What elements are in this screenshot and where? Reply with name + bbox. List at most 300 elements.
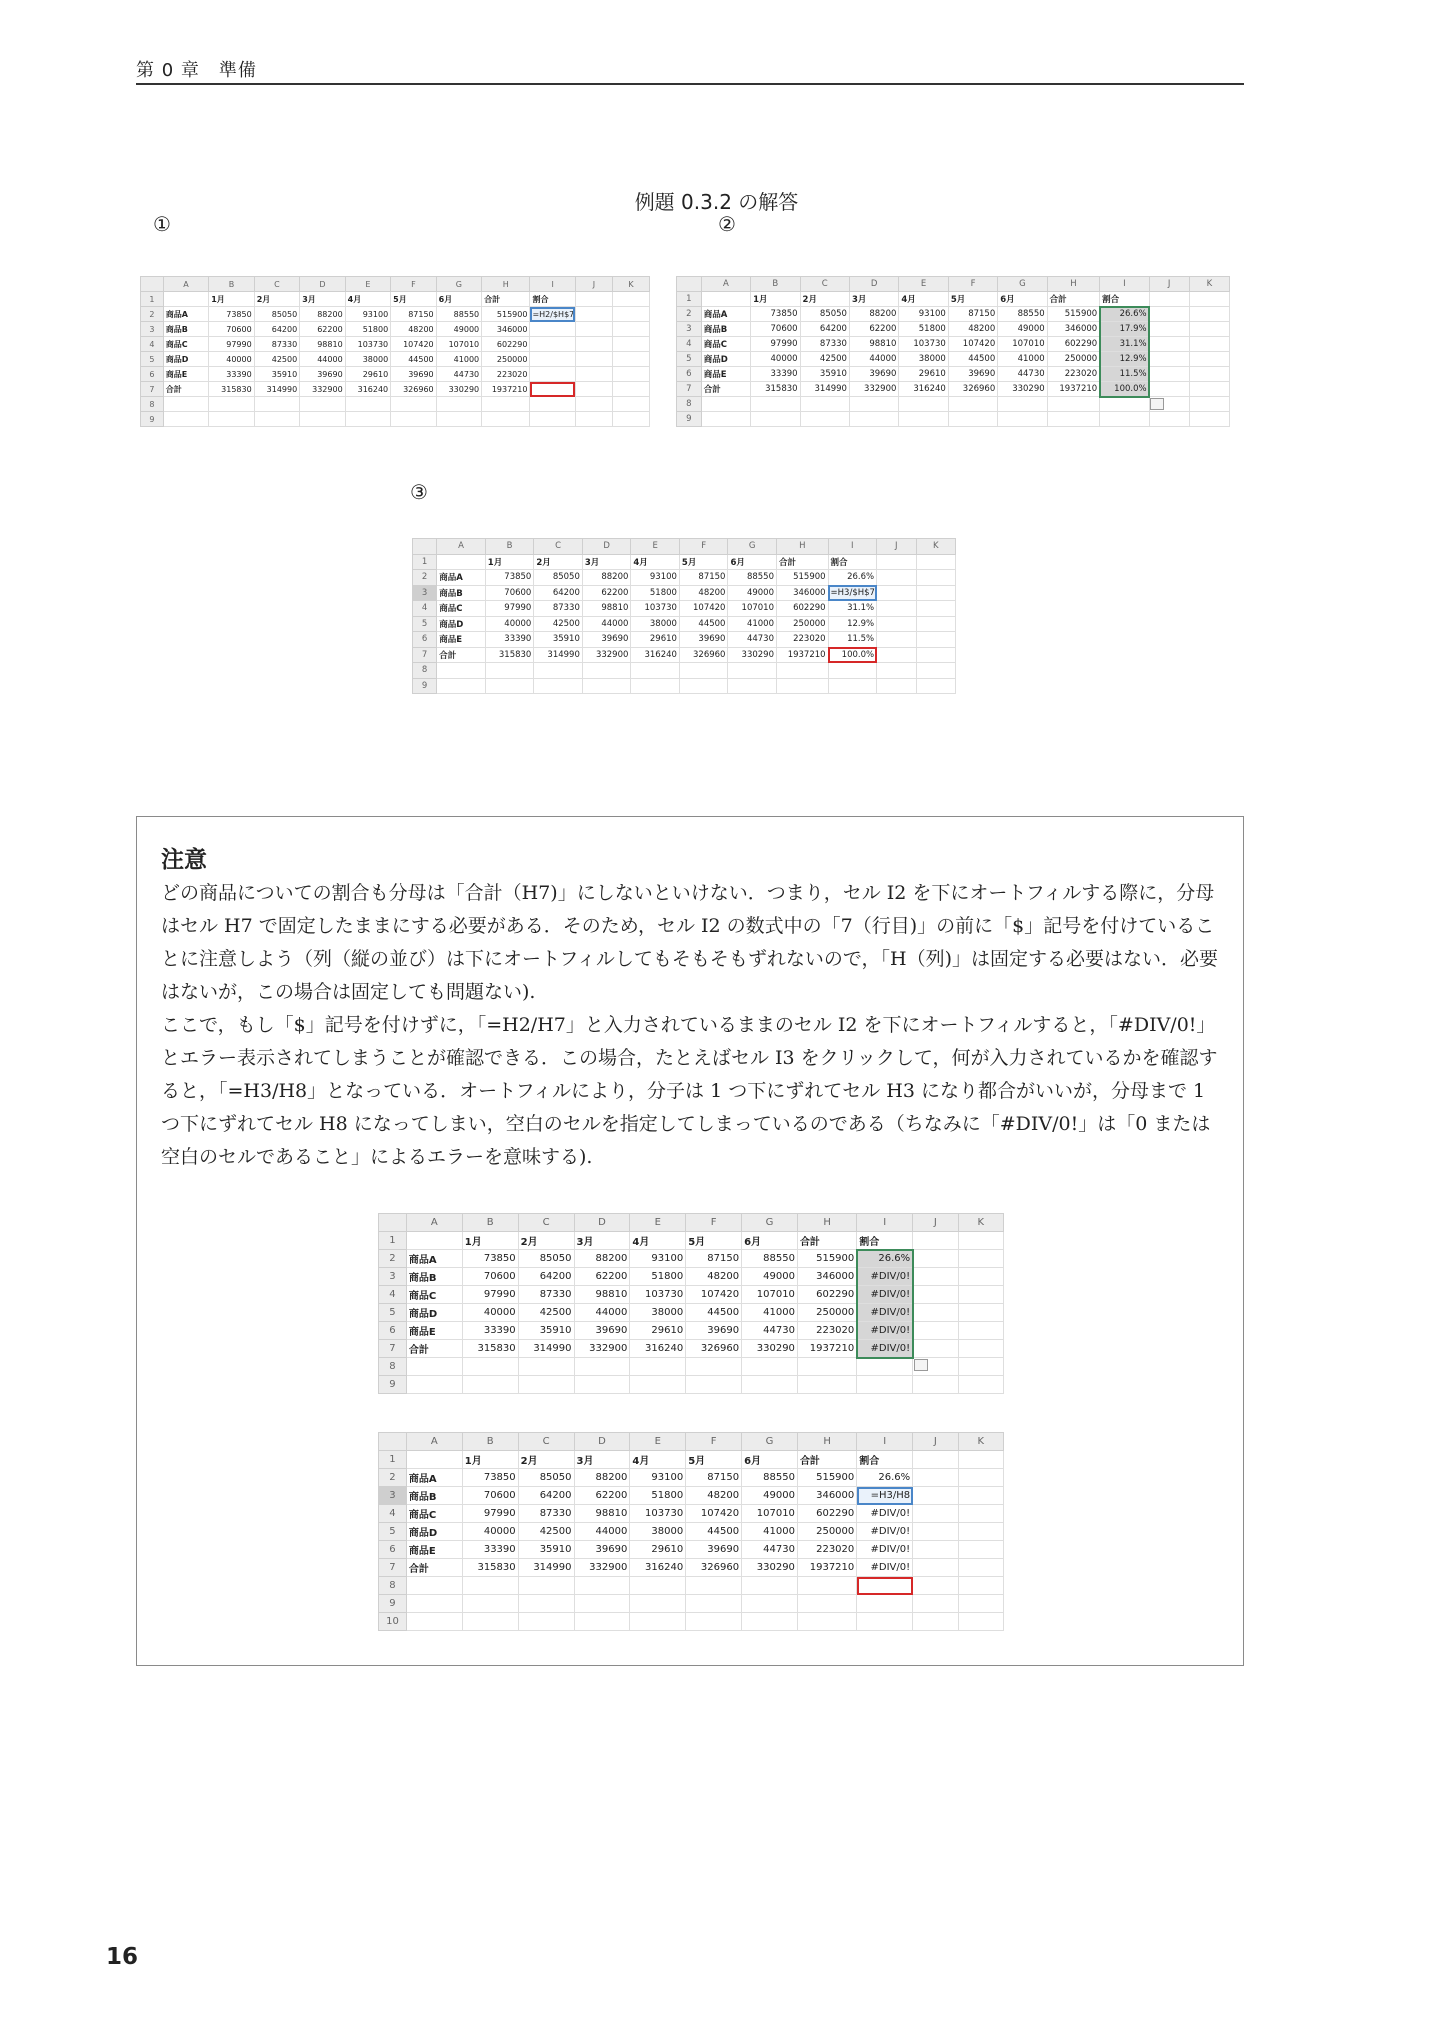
sheet-cell[interactable]: 12.9%	[1100, 352, 1149, 367]
sheet-cell[interactable]: 合計	[776, 554, 828, 570]
sheet-cell[interactable]	[958, 1304, 1003, 1322]
sheet-cell[interactable]	[913, 1613, 958, 1631]
column-header[interactable]: J	[913, 1433, 958, 1451]
sheet-cell[interactable]	[391, 412, 436, 427]
sheet-cell[interactable]	[530, 367, 575, 382]
sheet-cell[interactable]	[163, 412, 208, 427]
sheet-cell[interactable]: 100.0%	[828, 647, 877, 663]
sheet-cell[interactable]: 42500	[800, 352, 849, 367]
sheet-cell[interactable]: 合計	[437, 647, 486, 663]
sheet-cell[interactable]: 1937210	[1047, 382, 1100, 397]
sheet-cell[interactable]: 1月	[462, 1451, 518, 1469]
row-header[interactable]: 8	[379, 1577, 407, 1595]
sheet-cell[interactable]: 合計	[482, 292, 530, 307]
sheet-cell[interactable]	[631, 663, 680, 679]
column-header[interactable]: D	[300, 277, 345, 292]
sheet-cell[interactable]	[913, 1559, 958, 1577]
sheet-cell[interactable]: 39690	[391, 367, 436, 382]
row-header[interactable]: 5	[677, 352, 702, 367]
sheet-cell[interactable]: 51800	[345, 322, 390, 337]
sheet-cell[interactable]: 346000	[797, 1268, 856, 1286]
sheet-cell[interactable]	[582, 678, 631, 694]
sheet-cell[interactable]: 314990	[534, 647, 583, 663]
sheet-cell[interactable]	[913, 1340, 958, 1358]
sheet-cell[interactable]: 315830	[751, 382, 800, 397]
column-header[interactable]: J	[877, 539, 916, 555]
sheet-cell[interactable]: 4月	[630, 1232, 686, 1250]
sheet-cell[interactable]: 49000	[998, 322, 1047, 337]
sheet-cell[interactable]	[742, 1577, 798, 1595]
row-header[interactable]: 3	[677, 322, 702, 337]
sheet-cell[interactable]: 87330	[534, 601, 583, 617]
sheet-cell[interactable]: 29610	[345, 367, 390, 382]
sheet-cell[interactable]: 38000	[630, 1523, 686, 1541]
row-header[interactable]: 5	[379, 1523, 407, 1541]
sheet-cell[interactable]: 93100	[631, 570, 680, 586]
column-header[interactable]: E	[345, 277, 390, 292]
column-header[interactable]: I	[857, 1214, 913, 1232]
row-header[interactable]: 9	[677, 412, 702, 427]
sheet-cell[interactable]: 31.1%	[828, 601, 877, 617]
sheet-cell[interactable]	[575, 367, 612, 382]
sheet-cell[interactable]: =H3/H8	[857, 1487, 913, 1505]
sheet-cell[interactable]	[530, 397, 575, 412]
column-header[interactable]: A	[701, 277, 750, 292]
sheet-cell[interactable]: 103730	[630, 1505, 686, 1523]
row-header[interactable]: 6	[379, 1541, 407, 1559]
row-header[interactable]: 6	[677, 367, 702, 382]
sheet-cell[interactable]	[574, 1577, 630, 1595]
sheet-cell[interactable]	[899, 397, 948, 412]
sheet-cell[interactable]: 326960	[686, 1340, 742, 1358]
column-header[interactable]: F	[686, 1433, 742, 1451]
sheet-cell[interactable]	[575, 322, 612, 337]
sheet-cell[interactable]: #DIV/0!	[857, 1523, 913, 1541]
sheet-cell[interactable]: 332900	[300, 382, 345, 397]
sheet-cell[interactable]	[958, 1523, 1003, 1541]
column-header[interactable]: C	[518, 1433, 574, 1451]
sheet-cell[interactable]: 250000	[776, 616, 828, 632]
row-header[interactable]: 8	[379, 1358, 407, 1376]
sheet-cell[interactable]: 49000	[742, 1268, 798, 1286]
sheet-cell[interactable]: 88200	[582, 570, 631, 586]
sheet-cell[interactable]	[518, 1376, 574, 1394]
sheet-cell[interactable]	[437, 554, 486, 570]
sheet-cell[interactable]	[686, 1376, 742, 1394]
column-header[interactable]: B	[751, 277, 800, 292]
sheet-cell[interactable]: 332900	[849, 382, 898, 397]
select-all-corner[interactable]	[413, 539, 437, 555]
sheet-cell[interactable]	[436, 397, 481, 412]
sheet-cell[interactable]: #DIV/0!	[857, 1268, 913, 1286]
sheet-cell[interactable]	[612, 292, 649, 307]
sheet-cell[interactable]: 103730	[345, 337, 390, 352]
row-header[interactable]: 9	[379, 1595, 407, 1613]
row-header[interactable]: 8	[413, 663, 437, 679]
sheet-cell[interactable]	[254, 412, 299, 427]
sheet-cell[interactable]	[913, 1505, 958, 1523]
sheet-cell[interactable]	[849, 412, 898, 427]
row-header[interactable]: 6	[141, 367, 164, 382]
sheet-cell[interactable]: 73850	[485, 570, 534, 586]
column-header[interactable]: C	[800, 277, 849, 292]
column-header[interactable]: F	[948, 277, 997, 292]
sheet-cell[interactable]: 85050	[518, 1469, 574, 1487]
sheet-cell[interactable]	[998, 397, 1047, 412]
sheet-cell[interactable]: 87150	[686, 1250, 742, 1268]
sheet-cell[interactable]: 346000	[776, 585, 828, 601]
sheet-cell[interactable]	[828, 663, 877, 679]
row-header[interactable]: 5	[413, 616, 437, 632]
sheet-cell[interactable]: 商品B	[163, 322, 208, 337]
sheet-cell[interactable]: 48200	[948, 322, 997, 337]
sheet-cell[interactable]: 商品A	[406, 1469, 462, 1487]
sheet-cell[interactable]: 商品A	[163, 307, 208, 322]
sheet-cell[interactable]: 98810	[574, 1505, 630, 1523]
sheet-cell[interactable]: 商品D	[437, 616, 486, 632]
sheet-cell[interactable]: 41000	[742, 1523, 798, 1541]
sheet-cell[interactable]: 35910	[518, 1541, 574, 1559]
sheet-cell[interactable]: 64200	[254, 322, 299, 337]
sheet-cell[interactable]	[485, 663, 534, 679]
sheet-cell[interactable]: 314990	[254, 382, 299, 397]
sheet-cell[interactable]: 326960	[948, 382, 997, 397]
sheet-cell[interactable]: 315830	[209, 382, 254, 397]
sheet-cell[interactable]: 107420	[679, 601, 728, 617]
sheet-cell[interactable]: 70600	[485, 585, 534, 601]
sheet-cell[interactable]: 98810	[574, 1286, 630, 1304]
sheet-cell[interactable]	[518, 1595, 574, 1613]
sheet-cell[interactable]	[209, 412, 254, 427]
sheet-cell[interactable]	[462, 1358, 518, 1376]
sheet-cell[interactable]: 40000	[209, 352, 254, 367]
sheet-cell[interactable]: 515900	[797, 1469, 856, 1487]
sheet-cell[interactable]: 107010	[728, 601, 777, 617]
sheet-cell[interactable]: 38000	[630, 1304, 686, 1322]
sheet-cell[interactable]	[254, 397, 299, 412]
sheet-cell[interactable]: 合計	[163, 382, 208, 397]
sheet-cell[interactable]	[345, 397, 390, 412]
sheet-cell[interactable]: 70600	[462, 1268, 518, 1286]
sheet-cell[interactable]: 316240	[345, 382, 390, 397]
sheet-cell[interactable]: 26.6%	[828, 570, 877, 586]
sheet-cell[interactable]: 51800	[630, 1268, 686, 1286]
sheet-cell[interactable]	[958, 1559, 1003, 1577]
sheet-cell[interactable]	[958, 1613, 1003, 1631]
sheet-cell[interactable]: 85050	[254, 307, 299, 322]
sheet-cell[interactable]	[948, 397, 997, 412]
sheet-cell[interactable]: 35910	[800, 367, 849, 382]
sheet-cell[interactable]: 64200	[800, 322, 849, 337]
sheet-cell[interactable]: 332900	[574, 1559, 630, 1577]
sheet-cell[interactable]: 35910	[534, 632, 583, 648]
sheet-cell[interactable]: 39690	[849, 367, 898, 382]
sheet-cell[interactable]: 332900	[582, 647, 631, 663]
column-header[interactable]: K	[916, 539, 956, 555]
sheet-cell[interactable]: 39690	[948, 367, 997, 382]
sheet-cell[interactable]	[209, 397, 254, 412]
sheet-cell[interactable]	[1047, 397, 1100, 412]
sheet-cell[interactable]: 3月	[300, 292, 345, 307]
sheet-cell[interactable]	[916, 647, 956, 663]
sheet-cell[interactable]: 商品A	[701, 307, 750, 322]
sheet-cell[interactable]: 42500	[254, 352, 299, 367]
sheet-cell[interactable]: 315830	[462, 1340, 518, 1358]
sheet-cell[interactable]	[877, 570, 916, 586]
column-header[interactable]: J	[575, 277, 612, 292]
column-header[interactable]: B	[485, 539, 534, 555]
sheet-cell[interactable]: #DIV/0!	[857, 1541, 913, 1559]
sheet-cell[interactable]: 346000	[1047, 322, 1100, 337]
sheet-cell[interactable]	[877, 585, 916, 601]
sheet-cell[interactable]	[1100, 397, 1149, 412]
sheet-cell[interactable]	[916, 663, 956, 679]
sheet-cell[interactable]	[913, 1232, 958, 1250]
column-header[interactable]: B	[462, 1433, 518, 1451]
sheet-cell[interactable]: 93100	[630, 1469, 686, 1487]
sheet-cell[interactable]	[958, 1487, 1003, 1505]
sheet-cell[interactable]: 64200	[518, 1487, 574, 1505]
sheet-cell[interactable]	[828, 678, 877, 694]
sheet-cell[interactable]	[849, 397, 898, 412]
sheet-cell[interactable]: 44730	[728, 632, 777, 648]
sheet-cell[interactable]: 602290	[776, 601, 828, 617]
sheet-cell[interactable]: 1月	[209, 292, 254, 307]
sheet-cell[interactable]	[913, 1451, 958, 1469]
sheet-cell[interactable]	[630, 1358, 686, 1376]
sheet-cell[interactable]	[916, 554, 956, 570]
sheet-cell[interactable]: 87150	[948, 307, 997, 322]
sheet-cell[interactable]	[574, 1595, 630, 1613]
sheet-cell[interactable]	[630, 1595, 686, 1613]
sheet-cell[interactable]	[913, 1577, 958, 1595]
sheet-cell[interactable]: 73850	[462, 1469, 518, 1487]
row-header[interactable]: 7	[413, 647, 437, 663]
sheet-cell[interactable]	[518, 1358, 574, 1376]
sheet-cell[interactable]	[686, 1577, 742, 1595]
sheet-cell[interactable]: 87330	[254, 337, 299, 352]
sheet-cell[interactable]	[612, 382, 649, 397]
sheet-cell[interactable]	[877, 601, 916, 617]
sheet-cell[interactable]: 330290	[742, 1340, 798, 1358]
sheet-cell[interactable]	[998, 412, 1047, 427]
column-header[interactable]: F	[679, 539, 728, 555]
sheet-cell[interactable]: 3月	[582, 554, 631, 570]
sheet-cell[interactable]: 40000	[462, 1523, 518, 1541]
sheet-cell[interactable]: 330290	[998, 382, 1047, 397]
sheet-cell[interactable]: 62200	[582, 585, 631, 601]
sheet-cell[interactable]: 103730	[630, 1286, 686, 1304]
sheet-cell[interactable]	[958, 1451, 1003, 1469]
sheet-cell[interactable]	[612, 397, 649, 412]
sheet-cell[interactable]	[485, 678, 534, 694]
sheet-cell[interactable]	[958, 1505, 1003, 1523]
sheet-cell[interactable]	[686, 1595, 742, 1613]
sheet-cell[interactable]	[899, 412, 948, 427]
sheet-cell[interactable]: 48200	[686, 1268, 742, 1286]
sheet-cell[interactable]	[574, 1376, 630, 1394]
sheet-cell[interactable]	[913, 1487, 958, 1505]
sheet-cell[interactable]: 2月	[534, 554, 583, 570]
sheet-cell[interactable]: #DIV/0!	[857, 1505, 913, 1523]
column-header[interactable]: J	[913, 1214, 958, 1232]
column-header[interactable]: I	[1100, 277, 1149, 292]
column-header[interactable]: F	[391, 277, 436, 292]
sheet-cell[interactable]: 41000	[728, 616, 777, 632]
sheet-cell[interactable]: 602290	[797, 1505, 856, 1523]
sheet-cell[interactable]: 107420	[686, 1505, 742, 1523]
sheet-cell[interactable]: 33390	[485, 632, 534, 648]
sheet-cell[interactable]	[701, 397, 750, 412]
sheet-cell[interactable]	[913, 1268, 958, 1286]
sheet-cell[interactable]	[686, 1358, 742, 1376]
sheet-cell[interactable]	[857, 1577, 913, 1595]
row-header[interactable]: 7	[379, 1340, 407, 1358]
row-header[interactable]: 1	[677, 292, 702, 307]
sheet-cell[interactable]: 87330	[800, 337, 849, 352]
sheet-cell[interactable]: 商品D	[163, 352, 208, 367]
sheet-cell[interactable]: 346000	[797, 1487, 856, 1505]
column-header[interactable]: D	[582, 539, 631, 555]
sheet-cell[interactable]: 42500	[518, 1523, 574, 1541]
sheet-cell[interactable]: 97990	[462, 1286, 518, 1304]
sheet-cell[interactable]	[630, 1376, 686, 1394]
sheet-cell[interactable]: 6月	[728, 554, 777, 570]
sheet-cell[interactable]: 223020	[482, 367, 530, 382]
sheet-cell[interactable]	[1149, 322, 1189, 337]
sheet-cell[interactable]: 1月	[485, 554, 534, 570]
sheet-cell[interactable]: 39690	[679, 632, 728, 648]
sheet-cell[interactable]: 602290	[797, 1286, 856, 1304]
sheet-cell[interactable]	[518, 1613, 574, 1631]
sheet-cell[interactable]: 2月	[254, 292, 299, 307]
sheet-cell[interactable]: 88200	[300, 307, 345, 322]
sheet-cell[interactable]: 88550	[728, 570, 777, 586]
sheet-cell[interactable]: 250000	[797, 1304, 856, 1322]
sheet-cell[interactable]	[877, 632, 916, 648]
sheet-cell[interactable]: 316240	[631, 647, 680, 663]
sheet-cell[interactable]	[857, 1358, 913, 1376]
sheet-cell[interactable]: 85050	[518, 1250, 574, 1268]
sheet-cell[interactable]	[163, 292, 208, 307]
sheet-cell[interactable]: 44730	[998, 367, 1047, 382]
sheet-cell[interactable]: #DIV/0!	[857, 1559, 913, 1577]
sheet-cell[interactable]: 250000	[1047, 352, 1100, 367]
sheet-cell[interactable]: 223020	[797, 1322, 856, 1340]
sheet-cell[interactable]	[574, 1358, 630, 1376]
sheet-cell[interactable]	[406, 1358, 462, 1376]
sheet-cell[interactable]: 3月	[574, 1451, 630, 1469]
sheet-cell[interactable]: 5月	[948, 292, 997, 307]
sheet-cell[interactable]: 商品B	[701, 322, 750, 337]
sheet-cell[interactable]: 73850	[209, 307, 254, 322]
sheet-cell[interactable]: 330290	[436, 382, 481, 397]
sheet-cell[interactable]	[877, 647, 916, 663]
sheet-cell[interactable]: 70600	[209, 322, 254, 337]
sheet-cell[interactable]	[913, 1322, 958, 1340]
row-header[interactable]: 4	[413, 601, 437, 617]
sheet-cell[interactable]: 250000	[482, 352, 530, 367]
sheet-cell[interactable]	[1189, 352, 1229, 367]
row-header[interactable]: 4	[379, 1286, 407, 1304]
sheet-cell[interactable]	[612, 367, 649, 382]
sheet-cell[interactable]	[877, 663, 916, 679]
sheet-cell[interactable]	[877, 678, 916, 694]
sheet-cell[interactable]	[575, 352, 612, 367]
sheet-cell[interactable]	[857, 1595, 913, 1613]
sheet-cell[interactable]: 107010	[998, 337, 1047, 352]
sheet-cell[interactable]	[1149, 382, 1189, 397]
sheet-cell[interactable]: 515900	[797, 1250, 856, 1268]
sheet-cell[interactable]: 商品E	[406, 1322, 462, 1340]
sheet-cell[interactable]: 1月	[462, 1232, 518, 1250]
sheet-cell[interactable]	[575, 337, 612, 352]
sheet-cell[interactable]	[916, 678, 956, 694]
sheet-cell[interactable]: 4月	[631, 554, 680, 570]
sheet-cell[interactable]: 346000	[482, 322, 530, 337]
sheet-cell[interactable]	[437, 663, 486, 679]
sheet-cell[interactable]: 商品E	[406, 1541, 462, 1559]
sheet-cell[interactable]: 93100	[899, 307, 948, 322]
sheet-cell[interactable]	[530, 337, 575, 352]
sheet-cell[interactable]	[406, 1577, 462, 1595]
sheet-cell[interactable]: 2月	[518, 1451, 574, 1469]
sheet-cell[interactable]	[575, 382, 612, 397]
sheet-cell[interactable]	[948, 412, 997, 427]
sheet-cell[interactable]	[913, 1250, 958, 1268]
sheet-cell[interactable]: 100.0%	[1100, 382, 1149, 397]
sheet-cell[interactable]: 250000	[797, 1523, 856, 1541]
sheet-cell[interactable]: 35910	[518, 1322, 574, 1340]
sheet-cell[interactable]	[1149, 352, 1189, 367]
column-header[interactable]: K	[612, 277, 649, 292]
sheet-cell[interactable]: 87150	[391, 307, 436, 322]
sheet-cell[interactable]: 602290	[1047, 337, 1100, 352]
sheet-cell[interactable]: 87330	[518, 1505, 574, 1523]
sheet-cell[interactable]: 87150	[686, 1469, 742, 1487]
sheet-cell[interactable]	[534, 663, 583, 679]
sheet-cell[interactable]: 44500	[948, 352, 997, 367]
sheet-cell[interactable]: 12.9%	[828, 616, 877, 632]
sheet-cell[interactable]: 41000	[742, 1304, 798, 1322]
sheet-cell[interactable]: 33390	[462, 1541, 518, 1559]
sheet-cell[interactable]	[1149, 292, 1189, 307]
sheet-cell[interactable]	[857, 1376, 913, 1394]
sheet-cell[interactable]: 2月	[800, 292, 849, 307]
sheet-cell[interactable]: 44730	[742, 1541, 798, 1559]
sheet-cell[interactable]	[958, 1469, 1003, 1487]
sheet-cell[interactable]	[406, 1451, 462, 1469]
sheet-cell[interactable]	[1189, 307, 1229, 322]
sheet-cell[interactable]	[916, 585, 956, 601]
sheet-cell[interactable]	[797, 1376, 856, 1394]
column-header[interactable]: H	[797, 1433, 856, 1451]
sheet-cell[interactable]: 314990	[800, 382, 849, 397]
sheet-cell[interactable]	[1149, 367, 1189, 382]
sheet-cell[interactable]: 4月	[345, 292, 390, 307]
sheet-cell[interactable]: 44000	[574, 1304, 630, 1322]
sheet-cell[interactable]: 88200	[574, 1250, 630, 1268]
sheet-cell[interactable]	[742, 1595, 798, 1613]
sheet-cell[interactable]	[797, 1358, 856, 1376]
sheet-cell[interactable]: #DIV/0!	[857, 1304, 913, 1322]
sheet-cell[interactable]: 5月	[686, 1451, 742, 1469]
sheet-cell[interactable]: 商品E	[163, 367, 208, 382]
row-header[interactable]: 5	[141, 352, 164, 367]
sheet-cell[interactable]: 29610	[630, 1322, 686, 1340]
sheet-cell[interactable]	[913, 1376, 958, 1394]
sheet-cell[interactable]	[1047, 412, 1100, 427]
